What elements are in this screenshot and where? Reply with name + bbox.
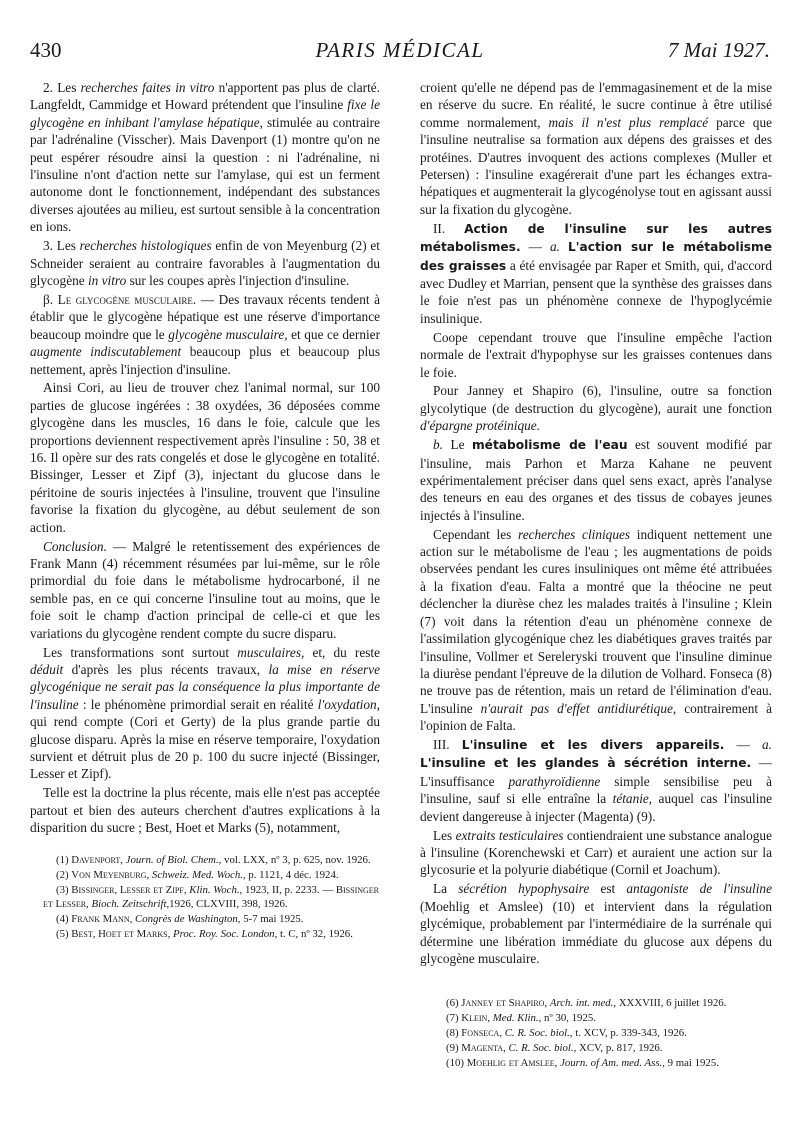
paragraph-eau: b. Le métabolisme de l'eau est souvent modifié par l'insuline, mais Parhon et Marza Kahane ne peuvent expérimentalement préciser dans quel sens exact, après l'analyse des teneurs en eau des organes et des tissus de cobayes jeunes injectés à l'insuline. <box>420 437 772 523</box>
right-column <box>420 79 772 1072</box>
paragraph-autres-metabolismes: II. Action de l'insuline sur les autres métabolismes. — a. L'action sur le métabolisme des graisses a été envisagée par Raper et Smith, qui, d'accord avec Dudley et Marrian, pensent que la synthèse des graisses dans le foie n'est pas un phénomène connexe de l'hypoglycémie insulinique. <box>420 220 773 326</box>
paragraph-continuation: croient qu'elle ne dépend pas de l'emmagasinement et de la mise en réserve du sucre. En réalité, le sucre continue à être utilisé comme normalement, mais il n'est plus remplacé parce que l'insuline neutralise sa formation aux dépens des graisses et des protéines. D'autres invoquent des actions complexes (Muller et Petersen) : l'insuline exagérerait d'une part les échanges extra-hépatiques et augmenterait la glycogénolyse tout en agissant aussi sur la fixation du glycogène. <box>420 80 772 217</box>
paragraph-coope: Coope cependant trouve que l'insuline empêche l'action normale de l'extrait d'hypophyse sur les graisses contenues dans le foie. <box>420 329 772 380</box>
paragraph-glycogene-musculaire: β. Le glycogène musculaire. — Des travaux récents tendent à établir que le glycogène hépatique est une réserve d'importance beaucoup moindre que le glycogène musculaire, et que ce dernier augmente indiscutablement beaucoup plus et beaucoup plus nettement, après l'injection d'insuline. <box>30 291 381 377</box>
paragraph-doctrine: Telle est la doctrine la plus récente, mais elle n'est pas acceptée partout et bien des auteurs cherchent d'autres explications à la disparition du sucre ; Best, Hoet et Marks (5), notamment, <box>30 785 380 836</box>
journal-title: PARIS MÉDICAL <box>315 38 485 62</box>
footnote-3: (3) Bissinger, Lesser et Zipf, Klin. Woch., 1923, II, p. 2233. — Bissinger et Lesser, Bioch. Zeitschrift,1926, CLXVIII, 398, 1926. <box>43 884 380 910</box>
page-number: 430 <box>30 38 62 62</box>
footnote-2: (2) Von Meyenburg, Schweiz. Med. Woch., p. 1121, 4 déc. 1924. <box>56 869 339 882</box>
paragraph-cori: Ainsi Cori, au lieu de trouver chez l'animal normal, sur 100 parties de glucose ingérées : 38 oxydées, 36 déposées comme glycogène dans les muscles, 16 dans le foie, calcule que les proportions deviennent respectivement après l'insuline : 50, 38 et 16. Il opère sur des rats congelés et dose le glycogène en totalité. Bissinger, Lesser et Zipf (3), injectant du glucose dans le péritoine de souris injectées à l'insuline, trouvent que l'insuline favorise la fixation du glycogène, au début seulement de son action. <box>30 380 380 535</box>
paragraph-in-vitro: 2. Les recherches faites in vitro n'apportent pas plus de clarté. Langfeldt, Cammidge et Howard prétendent que l'insuline fixe le glycogène en inhibant l'amylase hépatique, stimulée au contraire par l'adrénaline (Visscher). Mais Davenport (1) montre qu'on ne peut espérer résoudre ainsi la question : ni l'adrénaline, ni l'insuline n'ont d'action nette sur l'amylase, qui est un ferment autonome dont le fonctionnement, indépendant des substances diverses ajoutées au milieu, est surtout sensible à la concentration en ions. <box>30 80 380 235</box>
section-heading: Le glycogène musculaire. <box>57 291 197 307</box>
paragraph-appareils: III. L'insuline et les divers appareils. — a. L'insuline et les glandes à sécrétion interne. — L'insuffisance parathyroïdienne simple sensibilise peu à l'insuline, sauf si elle entraîne la tétanie, auquel cas l'insuline devient dangereuse à injecter (Magenta) (9). <box>420 737 773 824</box>
paragraph-janney: Pour Janney et Shapiro (6), l'insuline, outre sa fonction glycolytique (de destruction du glycogène), aurait une fonction d'épargne protéinique. <box>420 383 772 434</box>
running-header <box>30 38 770 78</box>
left-column <box>30 79 380 942</box>
section-heading: L'insuline et les divers appareils. <box>461 738 725 753</box>
section-heading: Action de l'insuline sur les autres métabolismes. <box>420 221 772 255</box>
footnote-7: (7) Klein, Med. Klin., nº 30, 1925. <box>446 1012 596 1025</box>
footnote-6: (6) Janney et Shapiro, Arch. int. med., XXXVIII, 6 juillet 1926. <box>446 997 727 1010</box>
paragraph-transformations: Les transformations sont surtout musculaires, et, du reste déduit d'après les plus récents travaux, la mise en réserve glycogénique ne serait pas la conséquence la plus importante de l'insuline : le phénomène primordial serait en réalité l'oxydation, qui rend compte (Cori et Gerty) de la plus grande partie du glucose disparu. Après la mise en réserve temporaire, l'oxydation survient et détruit plus de 20 p. 100 du sucre injecté (Bissinger, Lesser et Zipf). <box>30 644 381 782</box>
footnote-5: (5) Best, Hoet et Marks, Proc. Roy. Soc. London, t. C, nº 32, 1926. <box>56 927 353 940</box>
paragraph-hypophysaire: La sécrétion hypophysaire est antagoniste de l'insuline (Moehlig et Amslee) (10) et intervient dans la régulation glycémique, probablement par l'intermédiaire de la surrénale qui détermine une libération immédiate du glucose aux dépens du glycogène musculaire. <box>420 881 772 966</box>
footnote-10: (10) Moehlig et Amslee, Journ. of Am. med. Ass., 9 mai 1925. <box>446 1056 719 1069</box>
footnote-1: (1) Davenport, Journ. of Biol. Chem., vol. LXX, nº 3, p. 625, nov. 1926. <box>56 854 371 867</box>
footnote-9: (9) Magenta, C. R. Soc. biol., XCV, p. 817, 1926. <box>446 1042 663 1055</box>
footnotes-left <box>30 854 380 940</box>
paragraph-histologiques: 3. Les recherches histologiques enfin de von Meyenburg (2) et Schneider seraient au contraire favorables à l'augmentation du glycogène in vitro sur les coupes après l'injection d'insuline. <box>30 238 380 288</box>
paragraph-conclusion: Conclusion. — Malgré le retentissement des expériences de Frank Mann (4) récemment résumées par lui-même, sur le rôle primordial du foie dans le métabolisme hydrocarboné, il ne semble pas, en ce qui concerne l'insuline tout au moins, que le foie soit le champ d'action principal de celle-ci et que les variations du glycogène rendent compte du sucre disparu. <box>30 538 380 641</box>
paragraph-cliniques: Cependant les recherches cliniques indiquent nettement une action sur le métabolisme de l'eau ; les augmentations de poids observées pendant les cures insuliniques ont même été attribuées à la fixation d'eau. Falta a montré que la théocine ne peut déclencher la diurèse chez les malades traités à l'insuline ; Klein (7) voit dans la rétention d'eau un phénomène connexe de l'assimilation glycogénique chez les diabétiques graves traités par l'insuline, Vollmer et Sereleryski trouvent que l'insuline diminue la diurèse pendant l'épreuve de la dilution de Volhard. Fonseca (8) ne trouve pas de rétention, mais un retard de l'élimination d'eau. L'insuline n'aurait pas d'effet antidiurétique, contrairement à l'opinion de Falta. <box>420 526 772 734</box>
footnote-4: (4) Frank Mann, Congrès de Washington, 5-7 mai 1925. <box>56 912 304 925</box>
footnote-8: (8) Fonseca, C. R. Soc. biol., t. XCV, p. 339-343, 1926. <box>446 1027 687 1040</box>
issue-date: 7 Mai 1927. <box>667 38 770 62</box>
paragraph-testiculaires: Les extraits testiculaires contiendraient une substance analogue à l'insuline (Korenchewski et Carr) et auraient une action sur la glycosurie et la polyurie diabétique (Cornil et Joachum). <box>420 827 772 878</box>
footnotes-right <box>420 997 772 1070</box>
